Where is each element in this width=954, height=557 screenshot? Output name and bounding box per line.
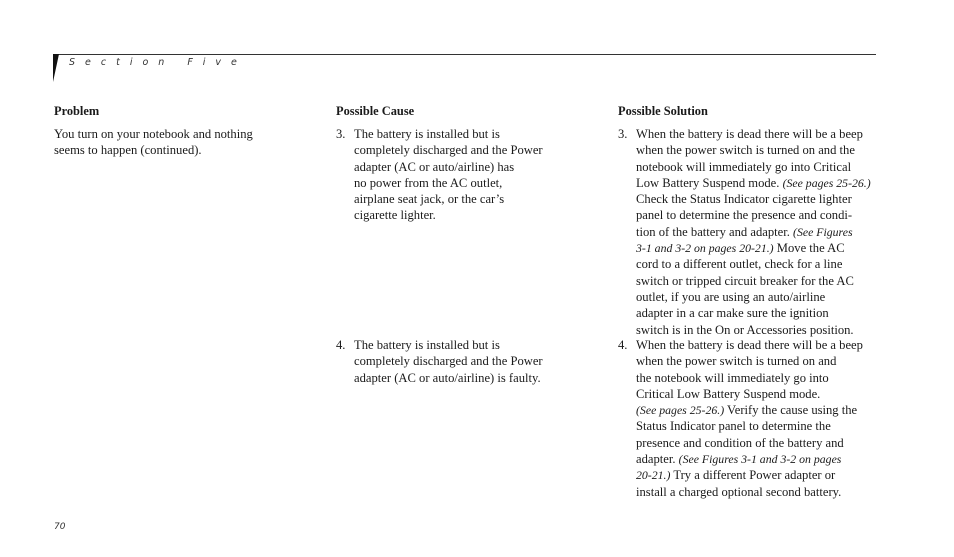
cause-text: The battery is installed but is completely discharged and the Power adapter (AC or auto/airline) is faulty. <box>354 338 543 385</box>
figure-reference: (See Figures 3-1 and 3-2 on pages 20-21.) <box>636 452 842 483</box>
solution-text <box>636 337 863 500</box>
solution-text-part: When the battery is dead there will be a beep when the power switch is turned on and the notebook will immediately go into Critical Low Battery Suspend mode. <box>636 127 863 190</box>
problem-text: You turn on your notebook and nothing seems to happen (continued). <box>54 127 253 158</box>
section-label: Section Five <box>69 57 247 68</box>
cause-number: 4. <box>336 338 346 352</box>
solution-number: 4. <box>618 338 628 352</box>
cause-heading: Possible Cause <box>336 104 415 118</box>
figure-reference: (See Figures 3-1 and 3-2 on pages 20-21.) <box>636 224 853 256</box>
page-reference: (See pages 25-26.) <box>782 175 871 190</box>
problem-heading: Problem <box>54 104 100 118</box>
solution-text-part: Try a different Power adapter or install a charged optional second battery. <box>636 468 842 499</box>
page-number: 70 <box>54 522 66 532</box>
header-tab-marker <box>53 54 59 82</box>
solution-text <box>636 126 871 338</box>
solution-text-part: Check the Status Indicator cigarette lighter panel to determine the presence and condi- tion of the battery and adapter. <box>636 192 853 239</box>
solution-text-part: Verify the cause using the Status Indicator panel to determine the presence and condition of the battery and adapter. <box>636 403 858 467</box>
page-reference: (See pages 25-26.) <box>636 403 725 418</box>
solution-heading: Possible Solution <box>618 104 708 118</box>
header-rule <box>54 54 876 55</box>
solution-text-part: Move the AC cord to a different outlet, check for a line switch or tripped circuit breaker for the AC outlet, if you are using an auto/airline adapter in a car make sure the ignition switch is in the On or Accessories position. <box>636 241 854 337</box>
solution-text-part: When the battery is dead there will be a beep when the power switch is turned on and the notebook will immediately go into Critical Low Battery Suspend mode. <box>636 338 863 401</box>
cause-text: The battery is installed but is completely discharged and the Power adapter (AC or auto/airline) has no power from the AC outlet, airplane seat jack, or the car’s cigarette lighter. <box>354 127 543 223</box>
cause-number: 3. <box>336 127 346 141</box>
solution-number: 3. <box>618 127 628 141</box>
